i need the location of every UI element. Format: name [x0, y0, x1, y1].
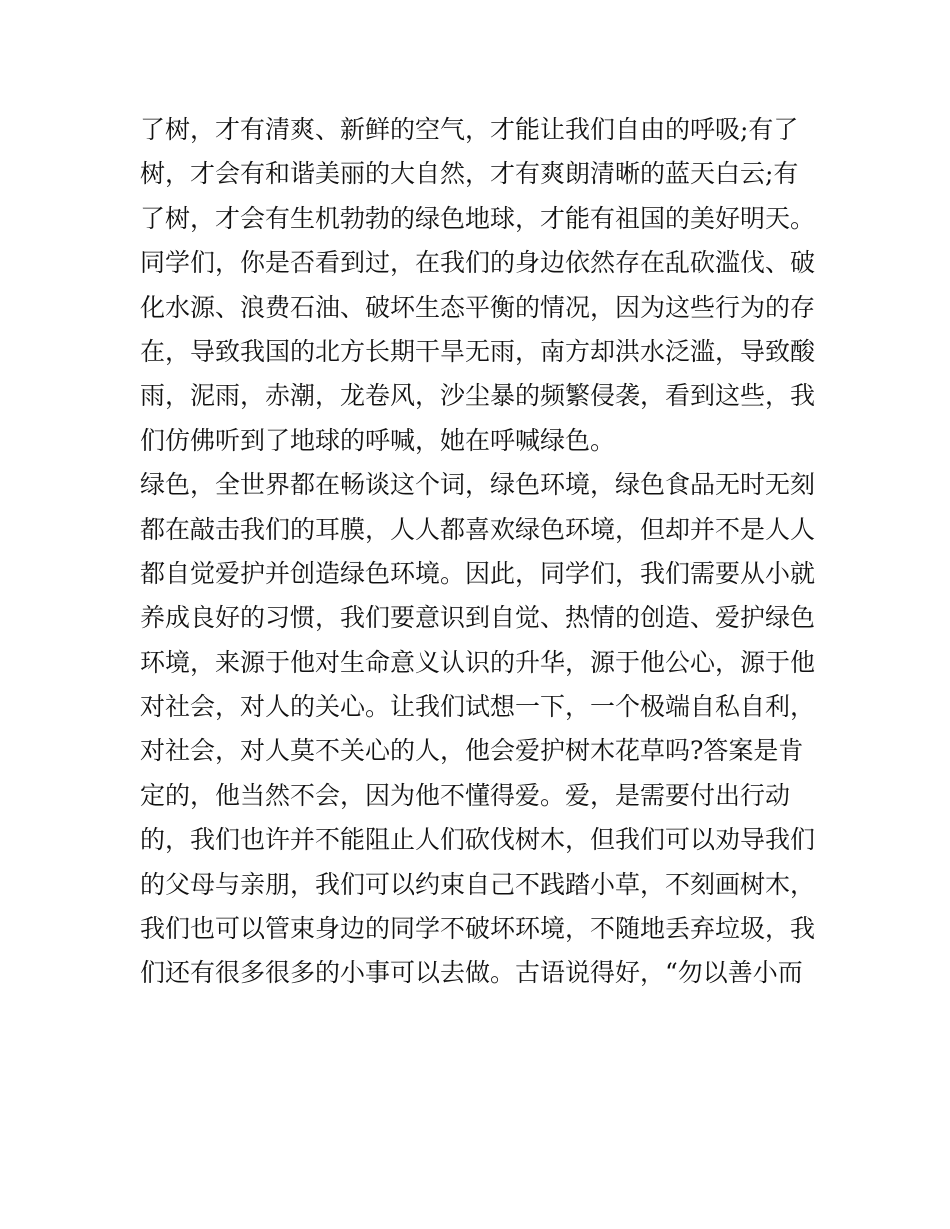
text-line: 我们也可以管束身边的同学不破坏环境，不随地丢弃垃圾，我 — [140, 914, 816, 944]
text-line: 们还有很多很多的小事可以去做。古语说得好，“勿以善小而 — [140, 958, 803, 988]
body-text — [140, 108, 820, 996]
text-line: 了树，才会有生机勃勃的绿色地球，才能有祖国的美好明天。 — [140, 203, 816, 233]
text-line: 养成良好的习惯，我们要意识到自觉、热情的创造、爱护绿色 — [140, 603, 816, 633]
text-line: 雨，泥雨，赤潮，龙卷风，沙尘暴的频繁侵袭，看到这些，我 — [140, 381, 816, 411]
text-line: 对社会，对人的关心。让我们试想一下，一个极端自私自利， — [140, 692, 816, 722]
text-line: 都在敲击我们的耳膜，人人都喜欢绿色环境，但却并不是人人 — [140, 514, 816, 544]
text-line: 树，才会有和谐美丽的大自然，才有爽朗清晰的蓝天白云;有 — [140, 159, 799, 189]
text-line: 化水源、浪费石油、破坏生态平衡的情况，因为这些行为的存 — [140, 292, 816, 322]
text-line: 们仿佛听到了地球的呼喊，她在呼喊绿色。 — [140, 425, 616, 455]
text-line: 的父母与亲朋，我们可以约束自己不践踏小草，不刻画树木， — [140, 869, 816, 899]
text-line: 了树，才有清爽、新鲜的空气，才能让我们自由的呼吸;有了 — [140, 115, 799, 144]
text-line: 定的，他当然不会，因为他不懂得爱。爱，是需要付出行动 — [140, 780, 791, 810]
text-line: 绿色，全世界都在畅谈这个词，绿色环境，绿色食品无时无刻 — [140, 470, 816, 500]
text-line: 都自觉爱护并创造绿色环境。因此，同学们，我们需要从小就 — [140, 558, 816, 588]
text-line: 在，导致我国的北方长期干旱无雨，南方却洪水泛滥，导致酸 — [140, 336, 816, 366]
text-line: 同学们，你是否看到过，在我们的身边依然存在乱砍滥伐、破 — [140, 248, 816, 278]
text-line: 环境，来源于他对生命意义认识的升华，源于他公心，源于他 — [140, 647, 816, 677]
text-line: 对社会，对人莫不关心的人，他会爱护树木花草吗?答案是肯 — [140, 736, 804, 766]
text-line: 的，我们也许并不能阻止人们砍伐树木，但我们可以劝导我们 — [140, 825, 816, 855]
